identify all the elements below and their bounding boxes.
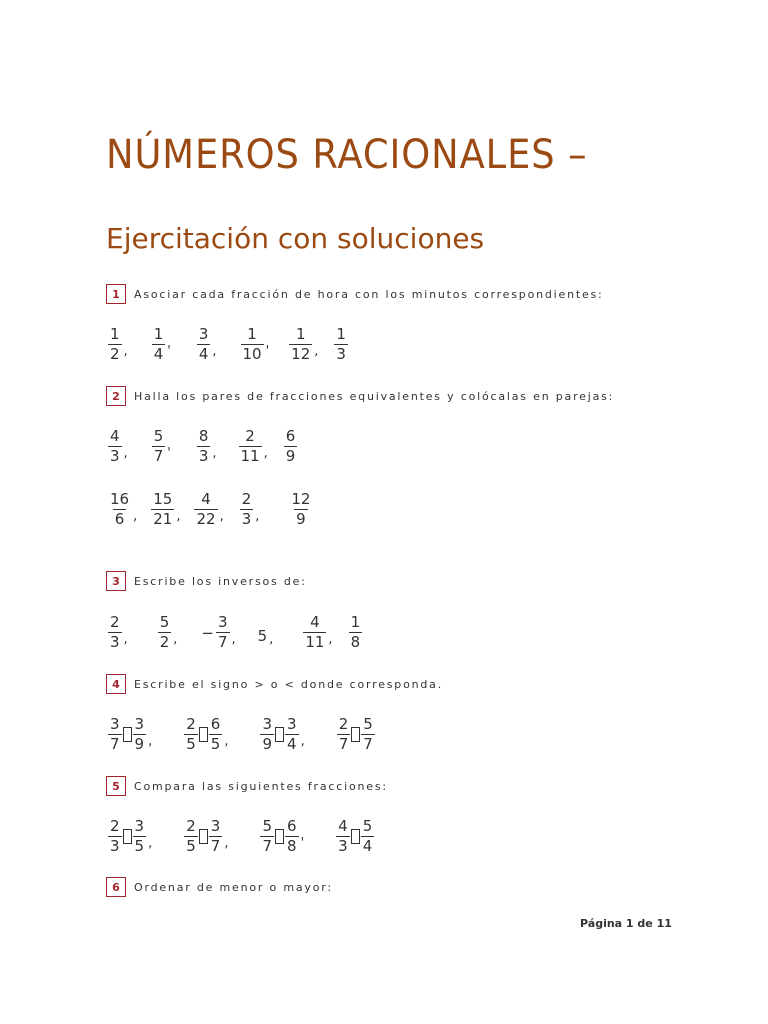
fraction: $\frac{3}{4}$ <box>287 715 297 753</box>
answer-box[interactable] <box>351 829 360 844</box>
fraction: $\frac{5}{7}$ <box>262 817 273 855</box>
exercise-3-fractions: $\frac{2}{3}$ , $\frac{5}{2}$ , − $\frac{3}{7}$ , 5 , $\frac{4}{11}$ , $\frac{1}{8}$ <box>110 613 361 651</box>
fraction: $\frac{2}{5}$ <box>186 817 196 855</box>
page-number-footer: Página 1 de 11 <box>580 917 672 930</box>
fraction: $\frac{4}{3}$ <box>110 427 120 465</box>
exercise-2-fractions-row-1: $\frac{4}{3}$ , $\frac{5}{7}$ ' $\frac{8}{3}$ , $\frac{2}{11}$ , $\frac{6}{9}$ <box>110 427 296 465</box>
answer-box[interactable] <box>123 727 132 742</box>
fraction: $\frac{16}{6}$ <box>110 490 130 528</box>
exercise-instruction: Compara las siguientes fracciones: <box>134 779 388 793</box>
answer-box[interactable] <box>275 727 284 742</box>
fraction: $\frac{1}{3}$ <box>336 325 346 363</box>
exercise-5-comparisons: $\frac{2}{3}$ $\frac{3}{5}$ , $\frac{2}{5}$ $\frac{3}{7}$ , $\frac{5}{7}$ $\frac{6}{8}$ ' $\frac{4}{3}$ $\frac{5}{4}$ <box>110 817 373 855</box>
fraction: $\frac{4}{3}$ <box>338 817 348 855</box>
fraction: $\frac{3}{7}$ <box>217 613 228 651</box>
fraction: $\frac{1}{12}$ <box>291 325 311 363</box>
exercise-number: 2 <box>106 386 126 406</box>
exercise-instruction: Escribe los inversos de: <box>134 574 307 588</box>
exercise-1-header <box>106 284 604 304</box>
minus-sign: − <box>201 623 214 642</box>
answer-box[interactable] <box>275 829 284 844</box>
exercise-instruction: Asociar cada fracción de hora con los minutos correspondientes: <box>134 287 604 301</box>
fraction: $\frac{8}{3}$ <box>198 427 209 465</box>
answer-box[interactable] <box>199 727 208 742</box>
fraction: $\frac{4}{22}$ <box>196 490 216 528</box>
exercise-3-header <box>106 571 307 591</box>
fraction: $\frac{3}{7}$ <box>110 715 120 753</box>
fraction: $\frac{2}{3}$ <box>241 490 252 528</box>
fraction: $\frac{3}{5}$ <box>134 817 145 855</box>
fraction: $\frac{1}{8}$ <box>350 613 361 651</box>
exercise-1-fractions: $\frac{1}{2}$ , $\frac{1}{4}$ ' $\frac{3}{4}$ , $\frac{1}{10}$ ' $\frac{1}{12}$ , $\frac{1}{3}$ <box>110 325 346 363</box>
fraction: $\frac{6}{9}$ <box>285 427 296 465</box>
exercise-instruction: Halla los pares de fracciones equivalentes y colócalas en parejas: <box>134 389 615 403</box>
exercise-4-comparisons: $\frac{3}{7}$ $\frac{3}{9}$ , $\frac{2}{5}$ $\frac{6}{5}$ , $\frac{3}{9}$ $\frac{3}{4}$ , $\frac{2}{7}$ $\frac{5}{7}$ <box>110 715 373 753</box>
fraction: $\frac{3}{4}$ <box>198 325 209 363</box>
fraction: $\frac{12}{9}$ <box>291 490 311 528</box>
exercise-5-header <box>106 776 388 796</box>
answer-box[interactable] <box>351 727 360 742</box>
fraction: $\frac{1}{4}$ <box>153 325 164 363</box>
fraction: $\frac{5}{7}$ <box>363 715 373 753</box>
exercise-4-header <box>106 674 443 694</box>
answer-box[interactable] <box>123 829 132 844</box>
fraction: $\frac{3}{9}$ <box>262 715 273 753</box>
fraction: $\frac{2}{3}$ <box>110 817 120 855</box>
exercise-number: 1 <box>106 284 126 304</box>
exercise-number: 4 <box>106 674 126 694</box>
exercise-2-header <box>106 386 614 406</box>
exercise-number: 5 <box>106 776 126 796</box>
page-subtitle: Ejercitación con soluciones <box>106 222 485 255</box>
exercise-2-fractions-row-2: $\frac{16}{6}$ , $\frac{15}{21}$ , $\frac{4}{22}$ , $\frac{2}{3}$ , $\frac{12}{9}$ <box>110 490 311 528</box>
exercise-6-header <box>106 877 333 897</box>
fraction: $\frac{1}{10}$ <box>242 325 262 363</box>
fraction: $\frac{2}{11}$ <box>240 427 260 465</box>
fraction: $\frac{6}{5}$ <box>210 715 221 753</box>
exercise-number: 6 <box>106 877 126 897</box>
fraction: $\frac{5}{2}$ <box>159 613 170 651</box>
fraction: $\frac{5}{7}$ <box>153 427 164 465</box>
exercise-instruction: Ordenar de menor o mayor: <box>134 880 333 894</box>
fraction: $\frac{1}{2}$ <box>110 325 120 363</box>
fraction: $\frac{5}{4}$ <box>362 817 373 855</box>
fraction: $\frac{15}{21}$ <box>153 490 173 528</box>
fraction: $\frac{4}{11}$ <box>305 613 325 651</box>
fraction: $\frac{6}{8}$ <box>287 817 297 855</box>
exercise-instruction: Escribe el signo > o < donde corresponda. <box>134 677 444 691</box>
fraction: $\frac{2}{5}$ <box>186 715 196 753</box>
fraction: $\frac{3}{9}$ <box>134 715 145 753</box>
answer-box[interactable] <box>199 829 208 844</box>
fraction: $\frac{2}{7}$ <box>338 715 349 753</box>
exercise-number: 3 <box>106 571 126 591</box>
whole-number: 5 <box>257 626 268 645</box>
page-title: NÚMEROS RACIONALES – <box>106 132 588 178</box>
fraction: $\frac{3}{7}$ <box>210 817 221 855</box>
fraction: $\frac{2}{3}$ <box>110 613 120 651</box>
